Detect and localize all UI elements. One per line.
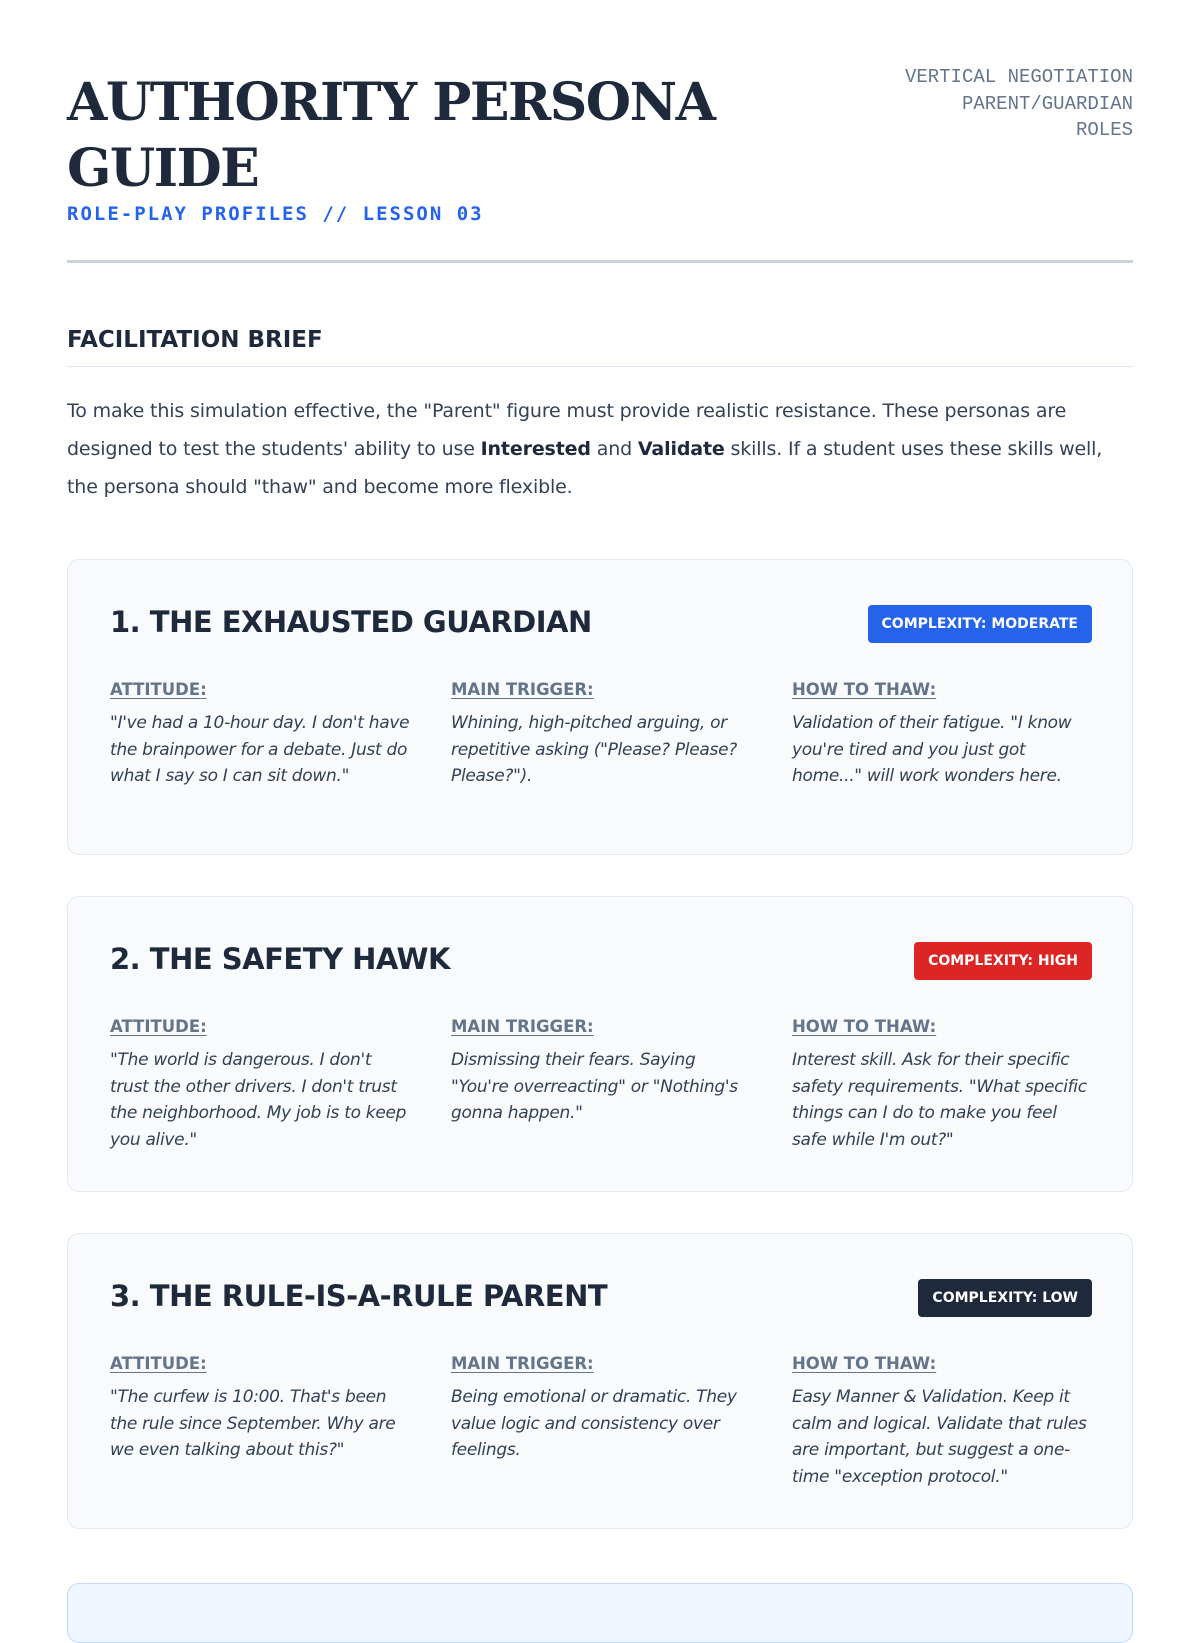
persona-title: 1. THE EXHAUSTED GUARDIAN xyxy=(110,605,592,639)
thaw-column xyxy=(792,678,1092,790)
trigger-column xyxy=(451,678,751,790)
next-section-box xyxy=(67,1583,1133,1643)
trigger-text: Being emotional or dramatic. They value logic and consistency over feelings. xyxy=(451,1387,737,1460)
thaw-column xyxy=(792,1352,1092,1490)
complexity-badge: COMPLEXITY: LOW xyxy=(918,1279,1092,1317)
thaw-text: Easy Manner & Validation. Keep it calm and logical. Validate that rules are important, but suggest a one-time "exception protocol." xyxy=(792,1387,1087,1487)
thaw-label: HOW TO THAW: xyxy=(792,1354,937,1373)
meta-line: PARENT/GUARDIAN xyxy=(961,92,1133,115)
attitude-column xyxy=(110,678,410,790)
persona-card xyxy=(67,896,1133,1192)
persona-guide-page xyxy=(67,0,1133,1487)
trigger-column xyxy=(451,1352,751,1464)
brief-text-part: and xyxy=(590,438,638,460)
trigger-label: MAIN TRIGGER: xyxy=(451,1017,594,1036)
persona-title: 2. THE SAFETY HAWK xyxy=(110,942,450,976)
brief-heading: FACILITATION BRIEF xyxy=(67,322,1133,367)
thaw-column xyxy=(792,1015,1092,1153)
attitude-text: "The curfew is 10:00. That's been the rule since September. Why are we even talking about this?" xyxy=(110,1387,396,1460)
complexity-badge: COMPLEXITY: MODERATE xyxy=(868,605,1092,643)
header-meta xyxy=(813,64,1133,144)
attitude-text: "The world is dangerous. I don't trust the other drivers. I don't trust the neighborhood. My job is to keep you alive." xyxy=(110,1050,407,1150)
trigger-text: Dismissing their fears. Saying "You're overreacting" or "Nothing's gonna happen." xyxy=(451,1050,738,1123)
attitude-label: ATTITUDE: xyxy=(110,1017,207,1036)
meta-line: VERTICAL NEGOTIATION xyxy=(904,66,1133,88)
brief-bold-validate: Validate xyxy=(637,438,725,460)
persona-card xyxy=(67,1233,1133,1529)
persona-card xyxy=(67,559,1133,855)
page-subtitle: ROLE-PLAY PROFILES // LESSON 03 xyxy=(67,203,484,225)
attitude-column xyxy=(110,1015,410,1153)
thaw-label: HOW TO THAW: xyxy=(792,1017,937,1036)
brief-text xyxy=(67,392,1133,506)
persona-title: 3. THE RULE-IS-A-RULE PARENT xyxy=(110,1279,608,1313)
thaw-text: Validation of their fatigue. "I know you're tired and you just got home..." will work wonders here. xyxy=(792,713,1072,786)
attitude-label: ATTITUDE: xyxy=(110,1354,207,1373)
trigger-label: MAIN TRIGGER: xyxy=(451,1354,594,1373)
brief-text-part: To make this simulation effective, the "Parent" figure must provide realistic resistance. These personas are designed to test the students' ability to use xyxy=(67,400,1067,460)
brief-text-part: skills. If a student uses these skills well, the persona should "thaw" and become more flexible. xyxy=(67,438,1103,498)
trigger-column xyxy=(451,1015,751,1127)
meta-line: ROLES xyxy=(1075,119,1133,141)
attitude-column xyxy=(110,1352,410,1464)
complexity-badge: COMPLEXITY: HIGH xyxy=(914,942,1092,980)
attitude-text: "I've had a 10-hour day. I don't have the brainpower for a debate. Just do what I say so I can sit down." xyxy=(110,713,410,786)
thaw-text: Interest skill. Ask for their specific safety requirements. "What specific things can I do to make you feel safe while I'm out?" xyxy=(792,1050,1087,1150)
thaw-label: HOW TO THAW: xyxy=(792,680,937,699)
page-title: AUTHORITY PERSONA GUIDE xyxy=(67,72,715,199)
brief-bold-interested: Interested xyxy=(480,438,591,460)
page-header xyxy=(67,0,1133,263)
trigger-label: MAIN TRIGGER: xyxy=(451,680,594,699)
trigger-text: Whining, high-pitched arguing, or repetitive asking ("Please? Please? Please?"). xyxy=(451,713,737,786)
attitude-label: ATTITUDE: xyxy=(110,680,207,699)
